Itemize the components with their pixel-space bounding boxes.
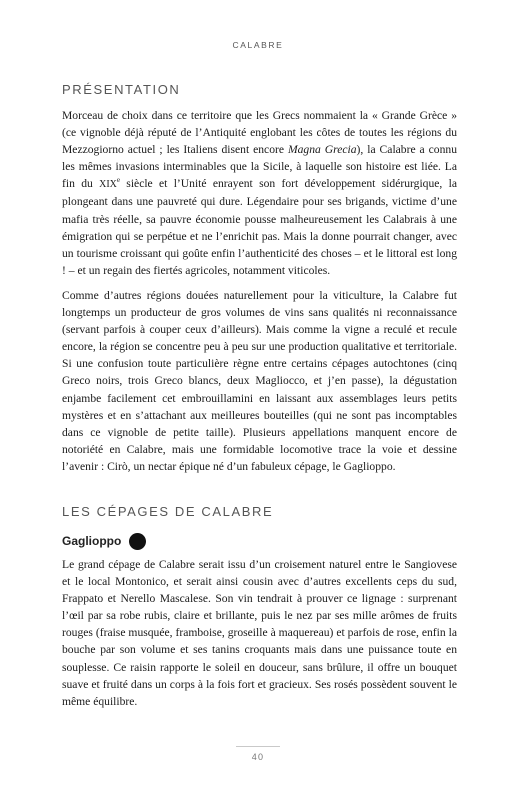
black-circle-icon: [129, 533, 146, 550]
section-title-cepages: LES CÉPAGES DE CALABRE: [62, 503, 274, 519]
running-head: CALABRE: [232, 40, 284, 50]
italic-term: Magna Grecia: [287, 143, 357, 157]
folio-rule: [236, 746, 280, 747]
page-content: [62, 82, 457, 710]
paragraph-gaglioppo: Le grand cépage de Calabre serait issu d’un croisement naturel entre le Sangiovese et le local Montonico, et serait ainsi cousin avec d’autres excellents ceps du sud, Frappato et Nerello Mascalese. Son vin tendrait à prouver ce lignage : surprenant l’œil par sa robe rubis, claire et brillante, puis le nez par ses mille arômes de fruits rouges (fraise musquée, framboise, groseille à maquereau) et parfois de rose, enfin la bouche par son volume et ses tanins croquants mais dans une puissance toute en souplesse. Ce raisin rapporte le soleil en douceur, sans brûlure, il offre un bouquet suave et fruité dans un corps à la fois fort et gracieux. Ses rosés possèdent souvent le même équilibre.: [62, 557, 457, 708]
century-numeral: XIX: [99, 179, 117, 191]
paragraph-text: siècle et l’Unité enrayent son fort développement sidérurgique, la plongeant dans une pauvreté qui dure. Légendaire pour ses brigands, victime d’une mafia très réelle, sa pauvre économie pousse malheureusement les Calabrais à une émigration qui se perpétue et ne l’enrichit pas. Mais la donne pourrait changer, avec un tourisme croissant qui goûte enfin l’authenticité des choses – et le littoral est long ! – et un regain des fiertés agricoles, notamment viticoles.: [62, 177, 457, 277]
page-number: 40: [251, 752, 265, 762]
paragraph-text: Morceau de choix dans ce territoire que les Grecs nommaient la « Grande Grèce » (ce vignoble déjà réputé de l’Antiquité englobant les côtes de toutes les régions du Mezzogiorno actuel ; les Italiens disent encore: [62, 109, 457, 157]
century-superscript: e: [116, 176, 120, 185]
grape-heading: [62, 533, 457, 550]
paragraph-text: ), la Calabre a connu les mêmes invasions interminables que la Sicile, à laquelle son histoire est liée. La fin du: [62, 143, 457, 191]
paragraph-presentation-2: Comme d’autres régions douées naturellement pour la viticulture, la Calabre fut longtemps un producteur de gros volumes de vins sans qualités ni reconnaissance (servant parfois à couper ceux d’ailleurs). Mais comme la vigne a reculé et recule encore, la région se concentre peu à peu sur une production qualitative et territoriale. Si une confusion toute particulière règne entre certains cépages autochtones (cinq Greco noirs, trois Greco blancs, deux Magliocco, et j’en passe), la dégustation enjambe facilement cet embrouillamini en laissant aux assemblages leurs petits mystères et en s’attachant aux meilleures bouteilles (qui ne sont pas incomptables dans ce vignoble de petite taille). Plusieurs appellations manquent encore de notoriété en Calabre, mais une formidable locomotive trace la voie et dessine l’avenir : Cirò, un nectar épique né d’un fabuleux cépage, le Gaglioppo.: [62, 288, 457, 473]
section-title-presentation: PRÉSENTATION: [62, 82, 181, 97]
paragraph-presentation-1: [62, 107, 457, 279]
grape-name: Gaglioppo: [62, 534, 122, 549]
